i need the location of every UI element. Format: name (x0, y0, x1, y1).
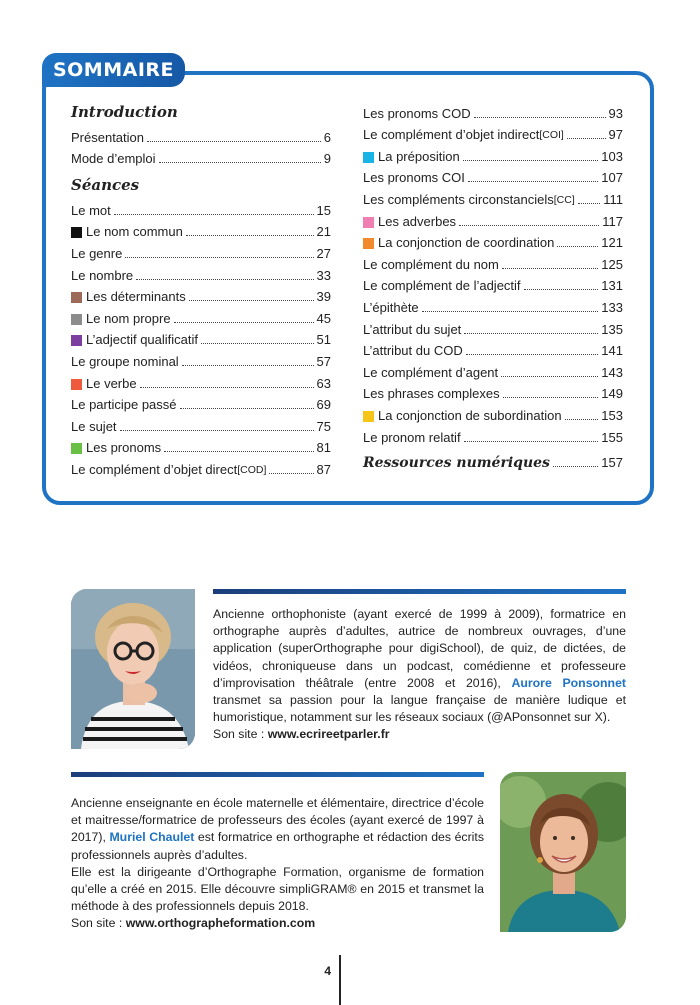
toc-entry-ressources-numeriques[interactable] (363, 450, 623, 472)
toc-entry-le-genre[interactable] (71, 240, 331, 262)
toc-leader-dots (182, 365, 314, 366)
toc-leader-dots (201, 343, 314, 344)
toc-page-number: 117 (602, 213, 623, 229)
toc-leader-dots (164, 451, 313, 452)
toc-page-number: 121 (601, 235, 623, 251)
toc-section-seances: Séances (71, 176, 140, 195)
portrait-muriel-photo (500, 772, 626, 932)
toc-entry-les-pronoms-cod[interactable] (363, 100, 623, 122)
toc-entry-label: Les adverbes (378, 213, 457, 229)
bio-aurore-ponsonnet (213, 606, 626, 744)
toc-entry-label: L’attribut du COD (363, 343, 463, 359)
toc-entry-abbrev: [COI] (539, 129, 564, 142)
toc-entry-le-complement-d-objet-direct[interactable] (71, 456, 331, 478)
toc-entry-le-complement-du-nom[interactable] (363, 251, 623, 273)
toc-page-number: 155 (601, 429, 623, 445)
toc-entry-label: Mode d’emploi (71, 151, 156, 167)
bio2-rule (71, 772, 484, 777)
toc-leader-dots (114, 214, 314, 215)
toc-leader-dots (189, 300, 314, 301)
toc-page-number: 111 (603, 191, 623, 207)
toc-entry-label: Le pronom relatif (363, 429, 461, 445)
toc-page-number: 141 (601, 343, 623, 359)
toc-page-number: 57 (316, 353, 331, 369)
toc-entry-label: Le verbe (86, 375, 137, 391)
toc-page-number: 33 (316, 267, 331, 283)
toc-leader-dots (553, 466, 598, 467)
toc-entry-le-complement-d-objet-indirect[interactable] (363, 122, 623, 144)
author-name-muriel: Muriel Chaulet (109, 830, 195, 845)
toc-entry-l-attribut-du-sujet[interactable] (363, 316, 623, 338)
page-number: 4 (324, 964, 331, 978)
toc-leader-dots (140, 387, 314, 388)
category-color-swatch (363, 217, 374, 228)
bio-muriel-chaulet (71, 795, 484, 933)
category-color-swatch (71, 443, 82, 454)
toc-page-number: 6 (323, 129, 331, 145)
category-color-swatch (71, 227, 82, 238)
toc-entry-label: Le complément d’objet direct (71, 461, 238, 477)
toc-leader-dots (125, 257, 313, 258)
toc-entry-label: Le complément de l’adjectif (363, 278, 521, 294)
toc-leader-dots (502, 268, 598, 269)
toc-title: SOMMAIRE (42, 53, 185, 87)
toc-leader-dots (468, 181, 598, 182)
portrait-aurore-photo (71, 589, 195, 749)
toc-entry-label: Les pronoms (86, 440, 162, 456)
toc-entry-label: Les pronoms COI (363, 170, 465, 186)
site-link-ecrireetparler[interactable]: www.ecrireetparler.fr (267, 727, 390, 742)
category-color-swatch (363, 152, 374, 163)
category-color-swatch (71, 379, 82, 390)
toc-leader-dots (578, 203, 600, 204)
toc-entry-le-participe-passe[interactable] (71, 392, 331, 414)
toc-page-number: 157 (601, 455, 623, 471)
site-label-2: Son site : (71, 916, 126, 931)
toc-entry-les-complements-circonstanciels[interactable] (363, 186, 623, 208)
footer-divider (339, 955, 341, 1005)
toc-entry-le-complement-de-l-adjectif[interactable] (363, 273, 623, 295)
category-color-swatch (71, 314, 82, 325)
toc-entry-label: Le mot (71, 202, 111, 218)
toc-entry-l-attribut-du-cod[interactable] (363, 338, 623, 360)
toc-page-number: 81 (316, 440, 331, 456)
toc-page-number: 51 (316, 332, 331, 348)
toc-page-number: 9 (323, 151, 331, 167)
toc-right-column (363, 100, 623, 471)
toc-entry-label: Le complément d’agent (363, 364, 499, 380)
toc-entry-mode-d-emploi[interactable] (71, 146, 331, 168)
bio2-text-end: est formatrice en orthographe et rédaction des écrits professionnels auprès d’adultes. (71, 830, 484, 862)
toc-entry-label: La conjonction de coordination (378, 235, 555, 251)
toc-entry-le-verbe[interactable] (71, 370, 331, 392)
category-color-swatch (363, 238, 374, 249)
toc-page-number: 107 (601, 170, 623, 186)
toc-entry-les-adverbes[interactable] (363, 208, 623, 230)
toc-entry-presentation[interactable] (71, 124, 331, 146)
category-color-swatch (71, 335, 82, 346)
bio2-text: Ancienne enseignante en école maternelle et élémentaire, directrice d’école et maitresse/formatrice de professeurs des écoles (ayant exercé de 1997 à 2017), (71, 796, 484, 845)
toc-entry-le-complement-d-agent[interactable] (363, 359, 623, 381)
toc-page-number: 15 (316, 202, 331, 218)
toc-page-number: 153 (601, 407, 623, 423)
toc-entry-la-conjonction-de-subordination[interactable] (363, 402, 623, 424)
toc-leader-dots (459, 225, 599, 226)
toc-leader-dots (524, 289, 599, 290)
toc-entry-label: Les compléments circonstanciels (363, 191, 554, 207)
toc-leader-dots (422, 311, 599, 312)
toc-leader-dots (557, 246, 598, 247)
toc-entry-le-groupe-nominal[interactable] (71, 348, 331, 370)
toc-entry-label: L’attribut du sujet (363, 321, 462, 337)
toc-page-number: 39 (316, 289, 331, 305)
toc-entry-le-nom-propre[interactable] (71, 305, 331, 327)
toc-page-number: 63 (316, 375, 331, 391)
toc-page-number: 125 (601, 256, 623, 272)
toc-entry-label: Le nom commun (86, 224, 183, 240)
toc-leader-dots (565, 419, 599, 420)
toc-entry-l-epithete[interactable] (363, 294, 623, 316)
toc-entry-label: Les phrases complexes (363, 386, 500, 402)
toc-entry-label: L’épithète (363, 299, 419, 315)
toc-entry-les-phrases-complexes[interactable] (363, 381, 623, 403)
toc-page-number: 27 (316, 245, 331, 261)
toc-entry-le-nombre[interactable] (71, 262, 331, 284)
toc-entry-label: Le sujet (71, 418, 117, 434)
toc-page-number: 93 (608, 105, 623, 121)
toc-page-number: 133 (601, 299, 623, 315)
bio2-paragraph-2: Elle est la dirigeante d’Orthographe Formation, organisme de formation qu’elle a créé en 2015. Elle découvre simpliGRAM® en 2015 et transmet la méthode à des professionnels depuis 2018. (71, 864, 484, 914)
toc-leader-dots (120, 430, 314, 431)
toc-page-number: 69 (316, 397, 331, 413)
toc-leader-dots (147, 141, 321, 142)
toc-leader-dots (186, 235, 314, 236)
toc-leader-dots (474, 117, 606, 118)
category-color-swatch (71, 292, 82, 303)
toc-entry-le-sujet[interactable] (71, 413, 331, 435)
toc-leader-dots (501, 376, 598, 377)
toc-entry-label: Les déterminants (86, 289, 186, 305)
site-label: Son site : (213, 727, 268, 742)
toc-entry-label: L’adjectif qualificatif (86, 332, 199, 348)
toc-entry-label: Le groupe nominal (71, 353, 179, 369)
toc-entry-la-preposition[interactable] (363, 143, 623, 165)
toc-leader-dots (464, 441, 599, 442)
toc-section-introduction: Introduction (71, 103, 178, 121)
toc-page-number: 45 (316, 310, 331, 326)
toc-entry-label: Le genre (71, 245, 123, 261)
toc-entry-les-pronoms-coi[interactable] (363, 165, 623, 187)
toc-entry-le-pronom-relatif[interactable] (363, 424, 623, 446)
toc-entry-les-determinants[interactable] (71, 284, 331, 306)
toc-page-number: 149 (601, 386, 623, 402)
bio1-text: Ancienne orthophoniste (ayant exercé de 1999 à 2009), formatrice en orthographe auprès d’adultes, autrice de nombreux ouvrages, d’une application (superOrthographe pour digiSchool), de quiz, de dictées, de vidéos, chroniqueuse dans un podcast, comédienne et professeure d’improvisation théâtrale (entre 2008 et 2016), (213, 607, 626, 690)
toc-page-number: 131 (601, 278, 623, 294)
toc-leader-dots (463, 160, 599, 161)
toc-entry-label: Présentation (71, 129, 144, 145)
bio1-rule (213, 589, 626, 594)
toc-entry-label: Le complément du nom (363, 256, 499, 272)
toc-leader-dots (269, 473, 313, 474)
toc-entry-les-pronoms[interactable] (71, 435, 331, 457)
category-color-swatch (363, 411, 374, 422)
toc-page-number: 21 (316, 224, 331, 240)
toc-page-number: 135 (601, 321, 623, 337)
toc-entry-abbrev: [CC] (553, 193, 575, 206)
toc-entry-label: Les pronoms COD (363, 105, 471, 121)
toc-entry-label: Le nom propre (86, 310, 171, 326)
toc-leader-dots (136, 279, 313, 280)
toc-entry-le-mot[interactable] (71, 197, 331, 219)
toc-page-number: 103 (601, 148, 623, 164)
toc-entry-label: Le nombre (71, 267, 134, 283)
toc-entry-l-adjectif-qualificatif[interactable] (71, 327, 331, 349)
bio1-text-end: transmet sa passion pour la langue française de manière ludique et humoristique, notamment sur les réseaux sociaux (@APonsonnet sur X). (213, 693, 626, 725)
toc-entry-label: Le participe passé (71, 397, 177, 413)
toc-leader-dots (174, 322, 314, 323)
toc-entry-abbrev: [COD] (237, 463, 267, 476)
toc-leader-dots (503, 397, 599, 398)
author-name-aurore: Aurore Ponsonnet (511, 675, 626, 690)
toc-entry-label: Ressources numériques (363, 455, 550, 472)
toc-entry-la-conjonction-de-coordination[interactable] (363, 230, 623, 252)
toc-leader-dots (159, 162, 321, 163)
toc-leader-dots (466, 354, 599, 355)
toc-leader-dots (464, 333, 598, 334)
toc-page-number: 143 (601, 364, 623, 380)
toc-leader-dots (567, 138, 606, 139)
toc-page-number: 75 (316, 418, 331, 434)
toc-entry-le-nom-commun[interactable] (71, 219, 331, 241)
toc-page-number: 97 (608, 127, 623, 143)
toc-left-column (71, 100, 331, 478)
site-link-orthographeformation[interactable]: www.orthographeformation.com (125, 916, 316, 931)
toc-entry-label: La préposition (378, 148, 460, 164)
toc-leader-dots (180, 408, 314, 409)
toc-entry-label: Le complément d’objet indirect (363, 127, 540, 143)
toc-entry-label: La conjonction de subordination (378, 407, 562, 423)
toc-page-number: 87 (316, 461, 331, 477)
